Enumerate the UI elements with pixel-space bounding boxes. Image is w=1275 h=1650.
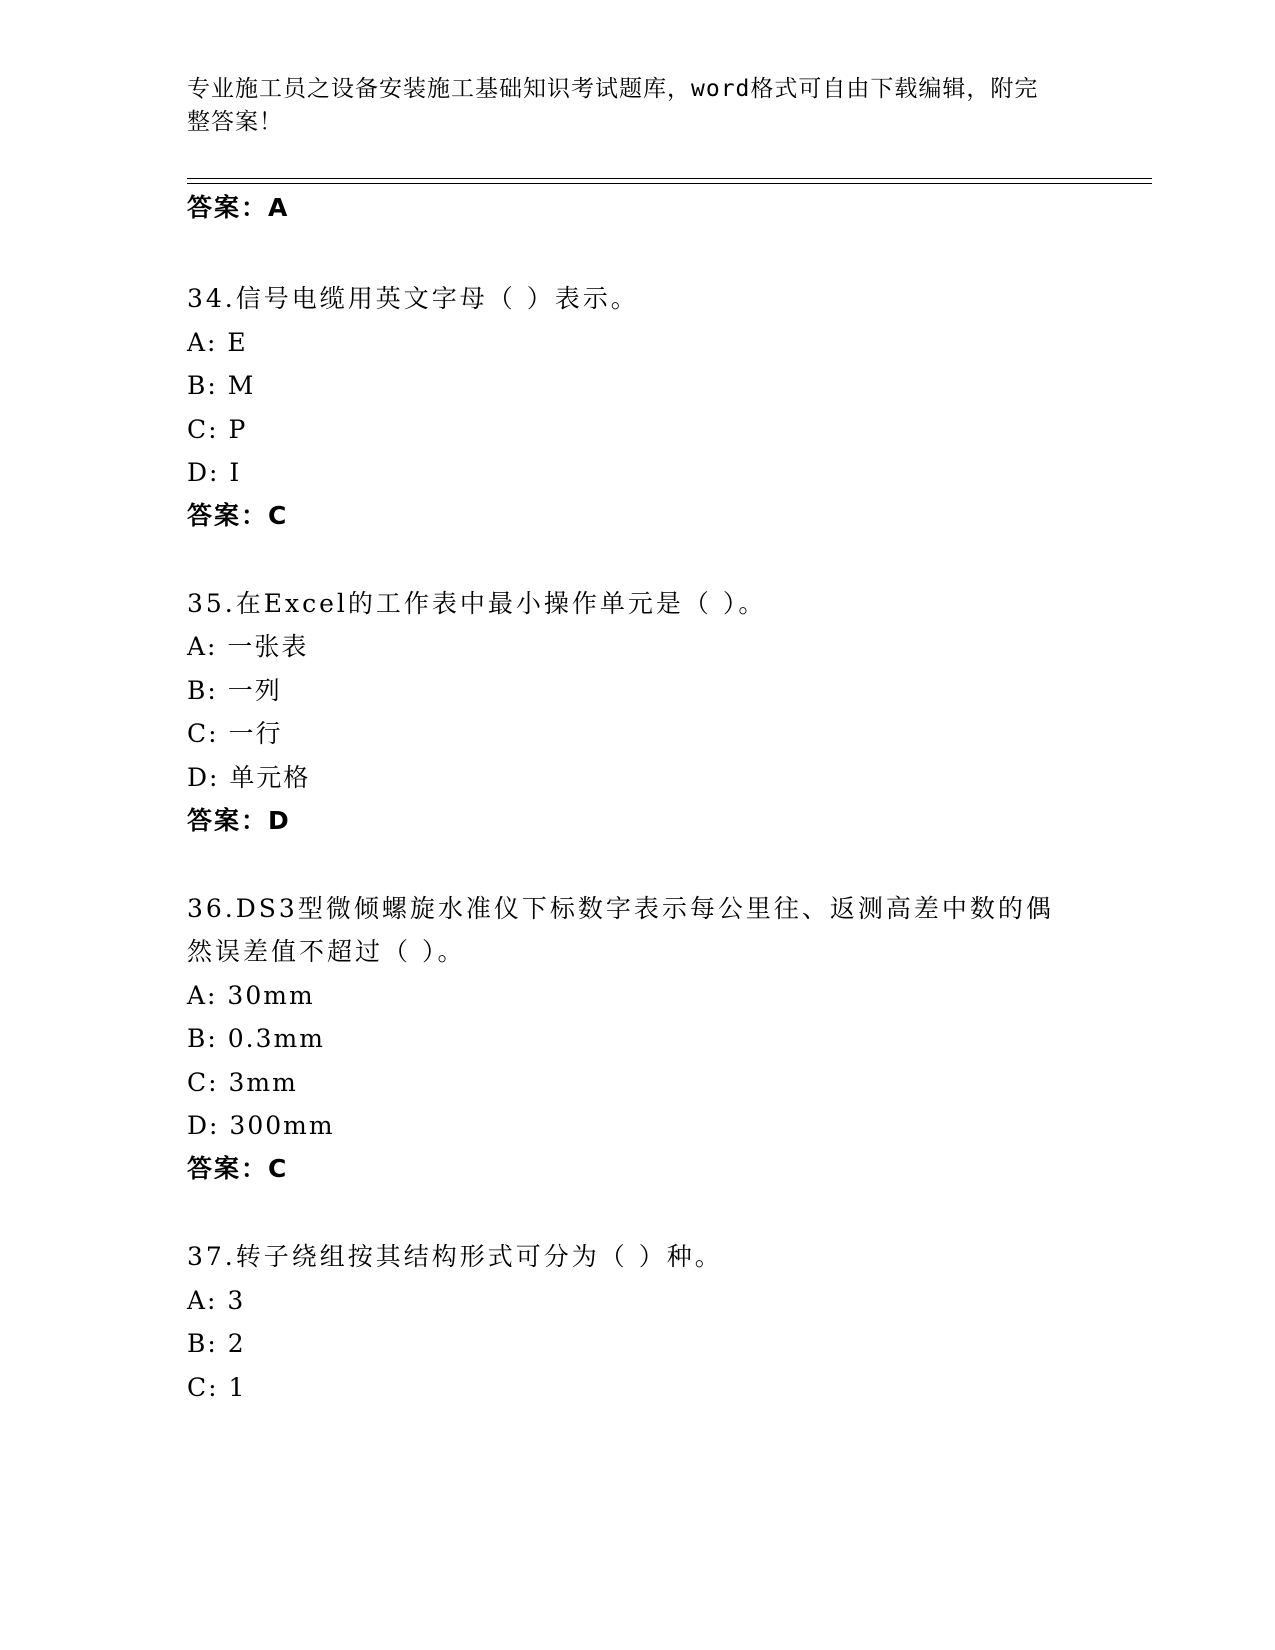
question-37-stem: 37.转子绕组按其结构形式可分为（ ）种。 (187, 1242, 723, 1271)
question-35-answer: 答案：D (187, 806, 291, 835)
header-line-2: 整答案！ (187, 109, 283, 135)
question-36-option-b: B: 0.3mm (187, 1024, 325, 1053)
question-35-option-c: C: 一行 (187, 719, 283, 748)
question-34-stem: 34.信号电缆用英文字母（ ）表示。 (187, 284, 639, 313)
question-37-option-c: C: 1 (187, 1373, 247, 1402)
question-35-option-b: B: 一列 (187, 676, 282, 705)
header-line-1: 专业施工员之设备安装施工基础知识考试题库，word格式可自由下载编辑，附完 (187, 76, 1039, 102)
question-34-option-c: C: P (187, 415, 248, 444)
question-36-stem-line-1: 36.DS3型微倾螺旋水准仪下标数字表示每公里往、返测高差中数的偶 (187, 894, 1054, 923)
question-34-answer: 答案：C (187, 501, 289, 530)
question-37-option-a: A: 3 (187, 1286, 246, 1315)
previous-answer: 答案：A (187, 193, 290, 222)
question-35-option-d: D: 单元格 (187, 763, 311, 792)
question-36-option-c: C: 3mm (187, 1068, 298, 1097)
header-rule-bottom (187, 183, 1152, 184)
question-36-option-d: D: 300mm (187, 1111, 335, 1140)
question-36-option-a: A: 30mm (187, 981, 315, 1010)
question-36-answer: 答案：C (187, 1154, 289, 1183)
question-34-option-d: D: I (187, 458, 242, 487)
question-36-stem-line-2: 然误差值不超过（ ）。 (187, 937, 466, 966)
question-34-option-b: B: M (187, 371, 256, 400)
header-rule-top (187, 178, 1152, 179)
question-35-option-a: A: 一张表 (187, 632, 309, 661)
question-34-option-a: A: E (187, 328, 248, 357)
document-header (187, 73, 1067, 139)
question-35-stem: 35.在Excel的工作表中最小操作单元是（ ）。 (187, 589, 767, 618)
question-37-option-b: B: 2 (187, 1329, 246, 1358)
